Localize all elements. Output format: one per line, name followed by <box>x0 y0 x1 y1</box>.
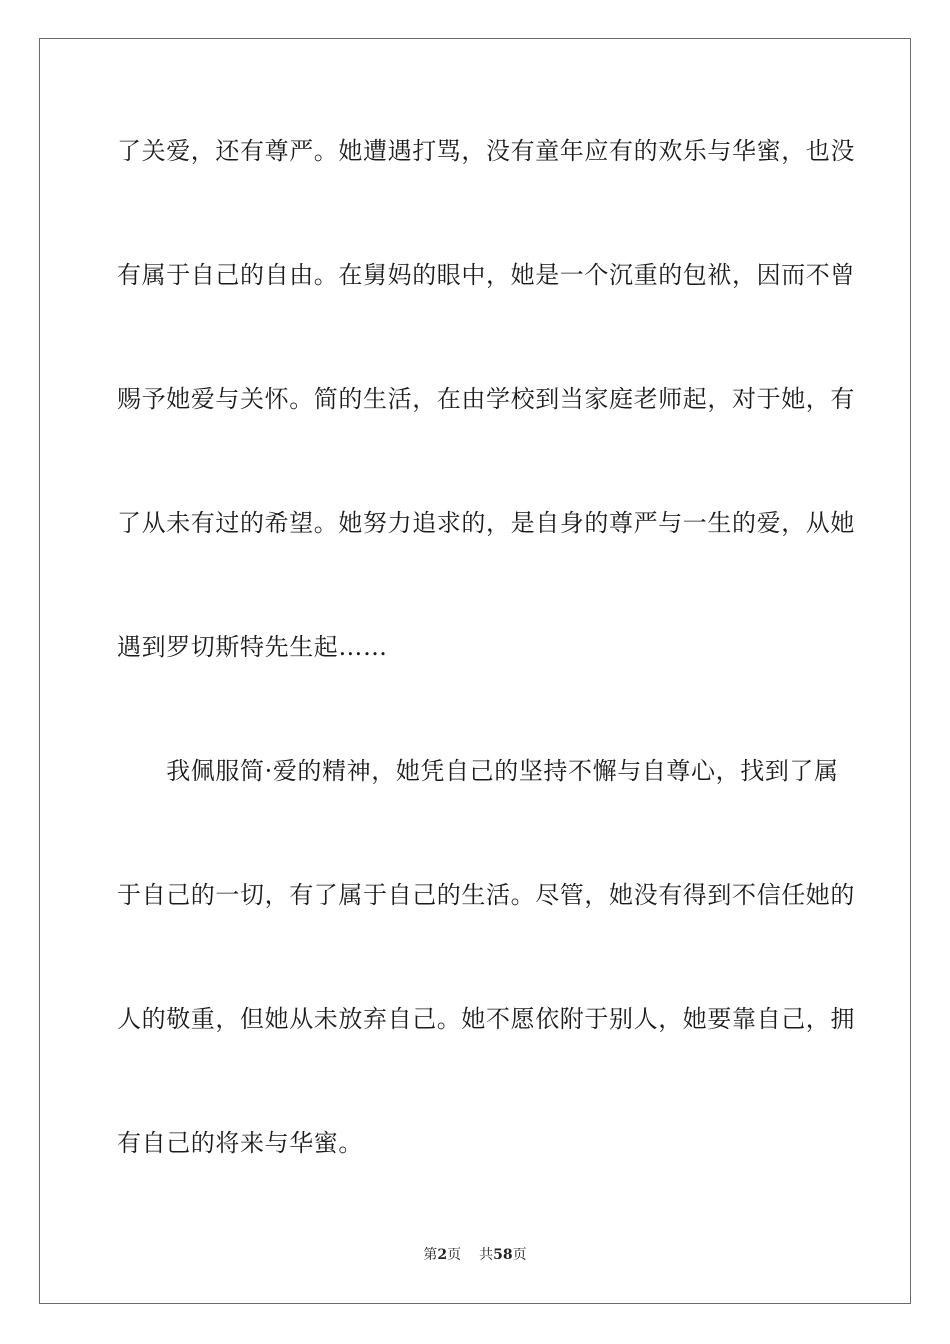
text-line: 我佩服简·爱的精神，她凭自己的坚持不懈与自尊心，找到了属 <box>117 757 839 785</box>
text-line: 人的敬重，但她从未放弃自己。她不愿依附于别人，她要靠自己，拥 <box>117 1005 855 1033</box>
page-number: 2 <box>437 1247 448 1263</box>
text-line: 了关爱，还有尊严。她遭遇打骂，没有童年应有的欢乐与华蜜，也没 <box>117 137 855 165</box>
text-line: 了从未有过的希望。她努力追求的，是自身的尊严与一生的爱，从她 <box>117 509 855 537</box>
page-footer <box>0 1246 950 1264</box>
page-border <box>39 38 911 1304</box>
text-line: 赐予她爱与关怀。简的生活，在由学校到当家庭老师起，对于她，有 <box>117 385 855 413</box>
total-prefix: 共 <box>479 1247 494 1263</box>
page-suffix: 页 <box>447 1247 462 1263</box>
text-line: 有属于自己的自由。在舅妈的眼中，她是一个沉重的包袱，因而不曾 <box>117 261 855 289</box>
text-line: 有自己的将来与华蜜。 <box>117 1129 363 1157</box>
text-line: 遇到罗切斯特先生起…… <box>117 633 388 661</box>
page-prefix: 第 <box>423 1247 438 1263</box>
total-pages: 58 <box>493 1247 513 1263</box>
total-suffix: 页 <box>512 1247 527 1263</box>
text-line: 于自己的一切，有了属于自己的生活。尽管，她没有得到不信任她的 <box>117 881 855 909</box>
